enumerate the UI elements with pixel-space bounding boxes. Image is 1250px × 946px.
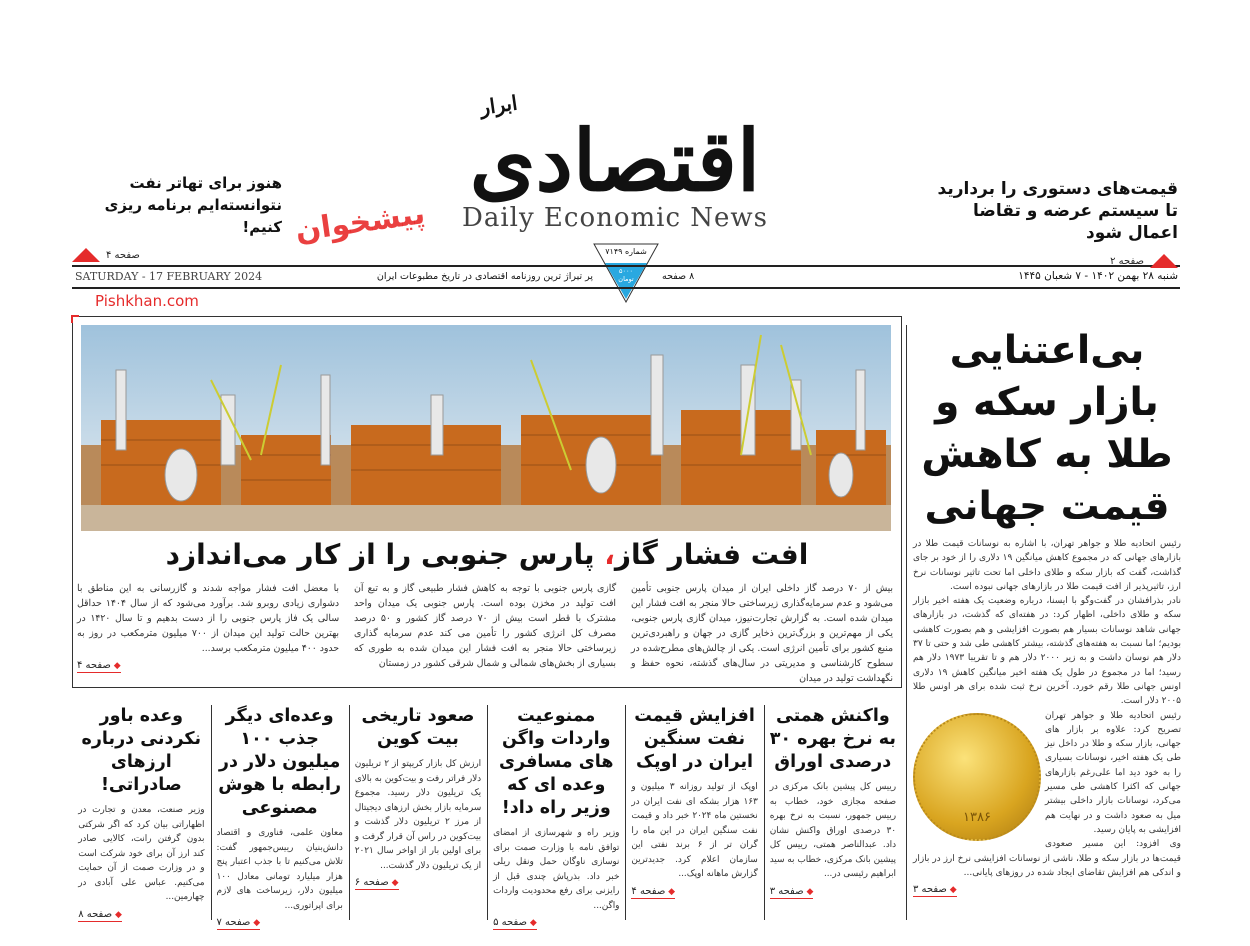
gold-paragraph-4: وی افزود: این مسیر صعودی قیمت‌ها در بازار سکه و طلا، ناشی از نوسانات افزایشی نرخ ارز در بازار و اندکی هم افزایش تقاضای ایجاد شده در روزهای پایانی... xyxy=(913,839,1181,878)
teaser-right-page: صفحه ۲ xyxy=(1110,255,1144,267)
column-divider xyxy=(764,705,765,920)
teaser-left-line2: نتوانسته‌ایم برنامه ریزی کنیم! xyxy=(104,196,282,236)
masthead-logo xyxy=(450,90,780,243)
issue-number: شماره ۷۱۴۹ xyxy=(605,247,647,256)
main-story-col3-wrap xyxy=(77,581,339,673)
column-divider xyxy=(349,705,350,920)
bottom-story[interactable] xyxy=(487,705,625,928)
gas-refinery-photo[interactable] xyxy=(81,325,891,531)
gold-paragraph-1: رئیس اتحادیه طلا و جواهر تهران، با اشاره به نوسانات قیمت طلا در بازارهای جهانی که در مجموع کاهش میانگین ۱۹ دلاری را از خود بر جای گذاشت، گفت که بازار سکه و طلای داخلی اما تحت تاثیر نوسانات نرخ ارز، تاثیرپذیر از افت قیمت طلا در بازارهای جهانی نبوده است. xyxy=(913,539,1181,592)
triangle-icon xyxy=(1150,254,1178,268)
triangle-icon xyxy=(72,248,100,262)
main-headline[interactable]: افت فشار گاز، پارس جنوبی را از کار می‌اندازد xyxy=(165,538,809,571)
teaser-right[interactable] xyxy=(918,178,1178,268)
main-story-col1: بیش از ۷۰ درصد گاز داخلی ایران از میدان پارس جنوبی تأمین می‌شود و عدم سرمایه‌گذاری زیرساختی حالا منجر به افت فشار این میدان شده است. به گزارش تجارت‌نیوز، میدان گازی پارس جنوبی، یکی از مهم‌ترین و بزرگ‌ترین ذخایر گازی در جهان و راهبردی‌ترین منبع کشور برای تأمین انرژی است. یکی از چالش‌های مطرح‌شده در سطوح کارشناسی و مدیریتی در سال‌های گذشته، نحوه حفظ و نگهداشت تولید در میدان xyxy=(631,583,894,684)
main-story-col3: با معضل افت فشار مواجه شدند و گازرسانی به این مناطق با دشواری زیادی روبرو شد. برآورد می‌شود که از سال ۱۴۰۴ حداقل سالی یک فاز پارس جنوبی را از دست بدهیم و تا سال ۱۴۲۰ در بهترین حالت تولید این میدان از ۷۰۰ میلیون مترمکعب در روز به حدود ۴۰۰ میلیون مترمکعب برسد... xyxy=(77,583,340,654)
gold-headline[interactable] xyxy=(913,325,1181,533)
bottom-story[interactable] xyxy=(72,705,210,920)
bottom-story-page-link[interactable]: ◆ صفحه ۶ xyxy=(355,877,399,890)
gold-headline-line: طلا به کاهش xyxy=(921,432,1173,477)
bottom-story-headline: ممنوعیت واردات واگن های مسافری وعده ای که وزیر راه داد! xyxy=(499,706,614,818)
teaser-left[interactable] xyxy=(72,172,282,262)
watermark-fa: پیشخوان xyxy=(293,196,428,249)
bottom-story-body: وزیر راه و شهرسازی از امضای توافق نامه با وزارت صمت برای نوسازی ناوگان حمل ونقل ریلی خبر داد. بذرپاش چندی قبل از رایزنی برای رفع محدودیت واردات واگن... xyxy=(493,828,620,911)
bottom-story-headline: وعده باور نکردنی درباره ارزهای صادراتی! xyxy=(81,706,202,795)
bottom-story-headline: وعده‌ای دیگر جذب ۱۰۰ میلیون دلار در رابطه با هوش مصنوعی xyxy=(218,706,342,818)
main-headline-a: افت فشار گاز xyxy=(614,538,809,571)
bottom-story[interactable] xyxy=(211,705,349,928)
watermark-en: Pishkhan.com xyxy=(95,292,199,310)
bottom-story-body: رییس کل پیشین بانک مرکزی در صفحه مجازی خود، خطاب به رییس جمهور، نسبت به نرخ بهره ۳۰ درصدی اوراق واکنش نشان داد. عبدالناصر همتی، رییس کل پیشین بانک مرکزی، خطاب به سید ابراهیم رئیسی در... xyxy=(769,782,896,879)
coin-year: ۱۳۸۶ xyxy=(963,809,991,825)
logo-english: Daily Economic News xyxy=(461,203,769,233)
date-persian: شنبه ۲۸ بهمن ۱۴۰۲ - ۷ شعبان ۱۴۴۵ xyxy=(1018,270,1178,282)
column-divider xyxy=(625,705,626,920)
bottom-story-page-link[interactable]: ◆ صفحه ۷ xyxy=(217,917,261,930)
bottom-story-page-link[interactable]: ◆ صفحه ۴ xyxy=(631,886,675,899)
date-english: SATURDAY - 17 FEBRUARY 2024 xyxy=(75,270,263,283)
column-divider xyxy=(487,705,488,920)
bottom-story-body: معاون علمی، فناوری و اقتصاد دانش‌بنیان رییس‌جمهور گفت: تلاش می‌کنیم تا با جذب اعتبار پنج هزار میلیارد تومانی معادل ۱۰۰ میلیون دلار، زیرساخت های لازم برای اپراتوری... xyxy=(216,828,343,911)
main-headline-b: پارس جنوبی را از کار می‌اندازد xyxy=(165,538,595,571)
bottom-story-body: وزیر صنعت، معدن و تجارت در اظهاراتی بیان کرد که اگر شرکتی بدون گرفتن رانت، کالایی صادر کند ارز آن برای خود شرکت است و در وزارت صمت از آن حمایت می‌کنیم. عباس علی آبادی در چهارمین... xyxy=(78,805,205,902)
bottom-story-page-link[interactable]: ◆ صفحه ۳ xyxy=(770,886,814,899)
teaser-left-page: صفحه ۴ xyxy=(106,249,140,261)
price: ۵۰۰۰ تومان xyxy=(618,267,634,283)
gold-headline-line: قیمت جهانی xyxy=(924,484,1170,529)
bottom-story[interactable] xyxy=(625,705,763,920)
gold-headline-line: بازار سکه و xyxy=(935,380,1159,425)
bottom-story[interactable] xyxy=(349,705,487,920)
logo-persian: اقتصادی xyxy=(469,111,761,210)
gold-paragraph-3: رئیس اتحادیه طلا و جواهر تهران تصریح کرد: علاوه بر بازار های جهانی، بازار سکه و طلا در داخل نیز طی یک هفته اخیر، نوسانات بسیاری را به خود دید اما علی‌رغم بازارهای جهانی که اکثرا کاهشی طی مسیر می‌کرد، نوسانات بازار داخلی بیشتر میل به صعود داشت و در نهایت هم افزایشی به پایان رسید. xyxy=(1045,710,1181,835)
bottom-story-page-link[interactable]: ◆ صفحه ۸ xyxy=(78,909,122,922)
main-story-page-link[interactable]: ◆ صفحه ۴ xyxy=(77,660,121,673)
issue-badge xyxy=(593,243,659,303)
main-story-col2: گازی پارس جنوبی با توجه به کاهش فشار طبیعی گاز و به تبع آن افت تولید در مخزن بوده است. پارس جنوبی یک میدان واحد مشترک با قطر است بیش از ۷۰ درصد گاز کشور و ۵۰ درصد مصرف کل انرژی کشور را تأمین می کند عدم سرمایه گذاری زیرساختی حالا منجر به افت فشار این میدان شده به طوری که بسیاری از بخش‌های شمالی و شمال شرقی کشور در زمستان xyxy=(354,583,617,669)
teaser-left-line1: هنوز برای تهاتر نفت xyxy=(129,174,282,192)
gold-story xyxy=(906,325,1181,920)
gold-headline-line: بی‌اعتنایی xyxy=(949,328,1145,373)
gold-page-link[interactable]: ◆ صفحه ۳ xyxy=(913,884,957,897)
gold-coin-image xyxy=(913,713,1041,841)
bottom-story-headline: صعود تاریخی بیت کوین xyxy=(361,706,475,749)
main-story-frame xyxy=(72,316,902,688)
tagline: پر تیراژ ترین روزنامه اقتصادی در تاریخ مطبوعات ایران xyxy=(376,271,593,282)
page-count: ۸ صفحه xyxy=(662,271,695,282)
teaser-right-line1: قیمت‌های دستوری را بردارید xyxy=(937,179,1178,199)
bottom-story-headline: واکنش همتی به نرخ بهره ۳۰ درصدی اوراق xyxy=(769,706,896,772)
bottom-story-body: ارزش کل بازار کریپتو از ۲ تریلیون دلار فراتر رفت و بیت‌کوین به بالای یک تریلیون دلار رسید. مجموع سرمایه بازار بخش ارزهای دیجیتال از مرز ۲ تریلیون دلار گذشت و بیت‌کوین در راس آن قرار گرفت و برای اولین بار از اواخر سال ۲۰۲۱ از یک تریلیون دلار گذشت... xyxy=(354,759,482,871)
bottom-story[interactable] xyxy=(764,705,902,920)
column-divider xyxy=(211,705,212,920)
gold-paragraph-2: نادر بذرافشان در گفت‌وگو با ایسنا، درباره وضعیت یک هفته اخیر بازار سکه و طلای داخلی، اظهار کرد: در هفته‌ای که گذشت، در بازارهای جهانی شاهد نوسانات بسیار هم بصورت افزایشی و هم بصورت کاهشی بودیم؛ اما نسبت به هفته‌های گذشته، بیشتر کاهشی طی شد و حتی تا ۳۷ دلار هم نوسان داشت و به زیر ۲۰۰۰ دلار هم و تا تقریبا ۱۹۷۳ دلار هم رسید؛ اما در مجموع در طول یک هفته اخیر میانگین کاهش ۱۹ دلاری اونس جهانی طلا رقم خورد. آخرین نرخ ثبت شده برای هر اونس طلا ۲۰۰۵ دلار است. xyxy=(913,596,1181,707)
bottom-story-page-link[interactable]: ◆ صفحه ۵ xyxy=(493,917,537,930)
logo-persian-small: ابرار xyxy=(478,90,519,120)
teaser-right-line2: تا سیستم عرضه و تقاضا اعمال شود xyxy=(973,201,1178,243)
bottom-story-headline: افزایش قیمت نفت سنگین ایران در اوپک xyxy=(634,706,755,772)
bottom-story-body: اوپک از تولید روزانه ۳ میلیون و ۱۶۳ هزار بشکه ای نفت ایران در نخستین ماه ۲۰۲۴ خبر داد و قیمت نفت سنگین ایران در این ماه را گران تر از ۶ برند نفتی این سازمان اعلام کرد. جدیدترین گزارش ماهانه اوپک... xyxy=(631,782,758,879)
